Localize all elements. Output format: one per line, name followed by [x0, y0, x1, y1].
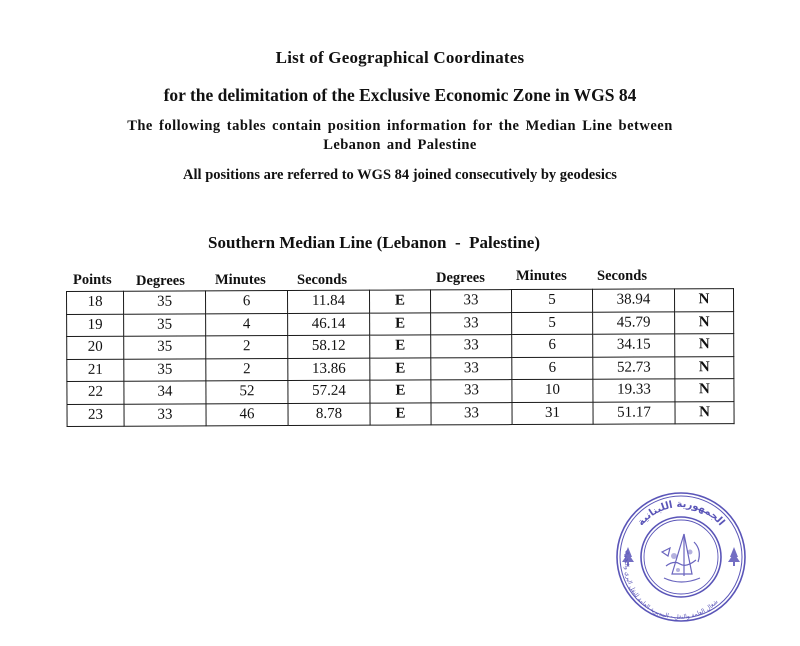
cell-lat-direction: N [675, 401, 734, 424]
cell-point: 23 [67, 404, 124, 427]
cell-lon-direction: E [370, 380, 431, 403]
cell-lat-seconds: 38.94 [592, 289, 674, 312]
cell-lon-minutes: 46 [206, 403, 288, 426]
cell-lat-minutes: 5 [512, 312, 593, 335]
cell-lon-direction: E [370, 357, 431, 380]
document-subtitle: for the delimitation of the Exclusive Economic Zone in WGS 84 [163, 85, 637, 105]
cell-lon-minutes: 4 [206, 313, 288, 336]
official-stamp-icon [614, 490, 748, 624]
cell-lon-seconds: 58.12 [288, 335, 370, 358]
header-lon-minutes: Minutes [215, 272, 266, 288]
cell-lat-minutes: 10 [512, 379, 593, 402]
cell-lat-seconds: 45.79 [593, 311, 675, 334]
header-lat-minutes: Minutes [516, 268, 567, 284]
cell-point: 22 [67, 381, 124, 404]
stamp-inscription-side: شغال العامة والنقل - المديرية العامة للنقل البري والبحري [622, 549, 720, 621]
cell-lon-minutes: 2 [206, 336, 288, 359]
cell-point: 19 [67, 314, 124, 337]
cell-lat-direction: N [675, 334, 734, 357]
svg-text:الجمهورية اللبنانية [636, 499, 727, 528]
header-lon-seconds: Seconds [297, 272, 347, 288]
cell-lon-minutes: 6 [206, 291, 288, 314]
cell-lon-direction: E [370, 402, 431, 425]
cell-lat-seconds: 51.17 [593, 401, 675, 424]
cell-lon-seconds: 13.86 [288, 358, 370, 381]
cell-lat-degrees: 33 [431, 357, 512, 380]
cell-lat-minutes: 5 [511, 289, 592, 312]
cell-lat-degrees: 33 [431, 402, 512, 425]
header-lon-degrees: Degrees [136, 273, 185, 289]
cell-lon-degrees: 35 [124, 313, 206, 336]
header-lat-seconds: Seconds [597, 268, 647, 284]
cell-lon-direction: E [370, 335, 431, 358]
table-row [67, 401, 734, 426]
cell-lon-minutes: 52 [206, 381, 288, 404]
cell-lat-degrees: 33 [431, 312, 512, 335]
intro-text-line-1: The following tables contain position information for the Median Line between [127, 118, 673, 134]
cell-lon-direction: E [369, 290, 430, 313]
cell-lat-minutes: 6 [512, 334, 593, 357]
cell-lon-seconds: 8.78 [288, 403, 370, 426]
cell-lat-degrees: 33 [431, 380, 512, 403]
table-title: Southern Median Line (Lebanon - Palestine) [208, 233, 540, 252]
intro-text-line-2: Lebanon and Palestine [323, 137, 477, 153]
cell-lat-minutes: 31 [512, 402, 593, 425]
cell-point: 20 [67, 336, 124, 359]
cell-point: 21 [67, 359, 124, 382]
table-row [67, 356, 734, 381]
cell-lat-direction: N [675, 379, 734, 402]
intro-text-line-3: All positions are referred to WGS 84 joined consecutively by geodesics [183, 167, 617, 183]
cell-lat-seconds: 19.33 [593, 379, 675, 402]
table-row [67, 334, 734, 359]
coordinates-table [66, 288, 735, 427]
cell-lat-degrees: 33 [430, 290, 511, 313]
cell-lon-seconds: 46.14 [288, 313, 370, 336]
cell-lon-direction: E [370, 312, 431, 335]
document-title: List of Geographical Coordinates [275, 48, 525, 67]
cell-lon-degrees: 35 [124, 336, 206, 359]
coordinates-table-body [67, 289, 735, 427]
table-row [67, 379, 734, 404]
cell-lat-degrees: 33 [431, 335, 512, 358]
cell-lat-direction: N [675, 356, 734, 379]
cell-lon-degrees: 35 [124, 358, 206, 381]
header-lat-degrees: Degrees [436, 270, 485, 286]
cell-lat-seconds: 34.15 [593, 334, 675, 357]
header-points: Points [73, 272, 112, 288]
cell-lon-seconds: 57.24 [288, 380, 370, 403]
cell-lon-minutes: 2 [206, 358, 288, 381]
cell-lat-minutes: 6 [512, 357, 593, 380]
cell-lon-degrees: 33 [124, 403, 206, 426]
cell-lon-degrees: 34 [124, 381, 206, 404]
table-row [67, 289, 734, 314]
table-row [67, 311, 734, 336]
stamp-inscription-top: الجمهورية اللبنانية [635, 498, 727, 529]
cell-lon-degrees: 35 [124, 291, 206, 314]
cell-lat-direction: N [674, 289, 733, 312]
cell-lat-direction: N [675, 311, 734, 334]
cell-point: 18 [67, 291, 124, 314]
cell-lon-seconds: 11.84 [288, 290, 370, 313]
cell-lat-seconds: 52.73 [593, 356, 675, 379]
